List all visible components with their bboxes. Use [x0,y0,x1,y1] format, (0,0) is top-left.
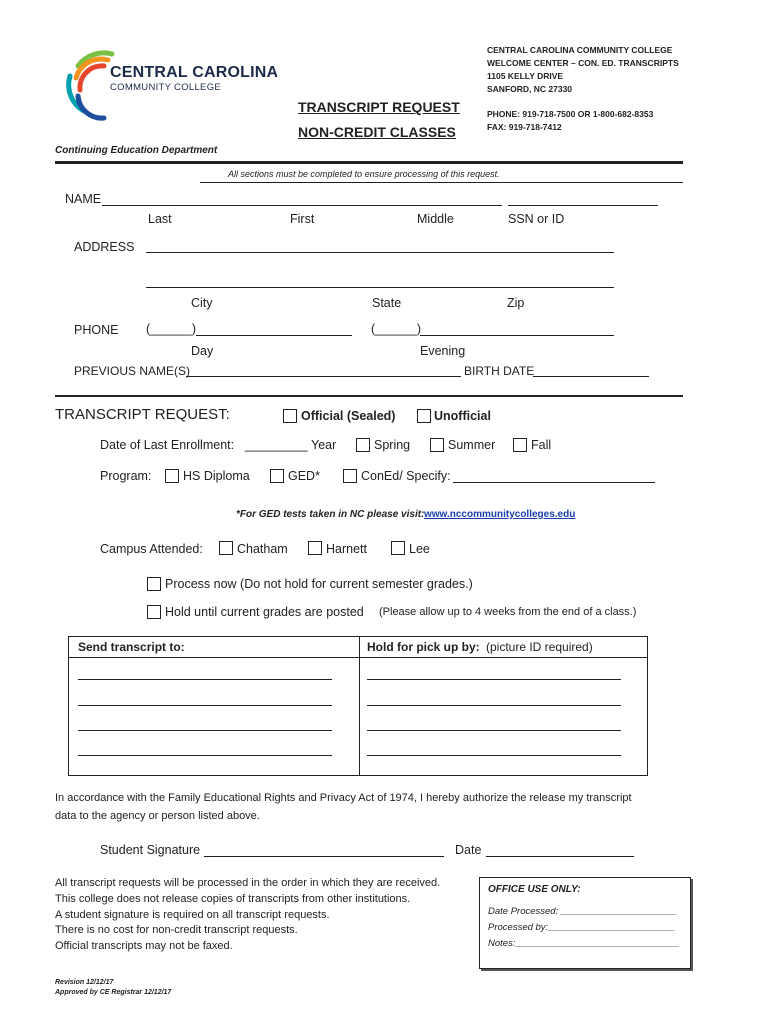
process-now-checkbox[interactable] [147,577,161,591]
phone-day-paren: (______) [146,322,197,336]
name-label: NAME [65,192,102,206]
address-sub-state: State [372,296,402,310]
summer-checkbox[interactable] [430,438,444,452]
pickup-label: Hold for pick up by: [367,640,480,654]
address-sub-city: City [191,296,213,310]
phone-evening-field[interactable] [420,335,614,336]
office-processed-by: Processed by:________________________ [488,922,675,933]
college-logo [64,46,279,126]
note-line: All transcript requests will be processed in the order in which they are received. [55,877,441,889]
pickup-line3[interactable] [367,730,621,731]
address-line1: CENTRAL CAROLINA COMMUNITY COLLEGE [487,45,673,55]
address-fax: FAX: 919-718-7412 [487,122,562,132]
note-line: Official transcripts may not be faxed. [55,940,233,952]
birth-date-field[interactable] [533,376,649,377]
request-heading: TRANSCRIPT REQUEST: [55,406,230,423]
hs-diploma-checkbox[interactable] [165,469,179,483]
note-line: There is no cost for non-credit transcript requests. [55,924,298,936]
address-phone: PHONE: 919-718-7500 OR 1-800-682-8353 [487,109,654,119]
logo-name-line2: COMMUNITY COLLEGE [110,82,222,93]
name-sub-middle: Middle [417,212,454,226]
summer-label: Summer [448,438,496,452]
official-label: Official (Sealed) [301,409,396,423]
note-line: A student signature is required on all transcript requests. [55,909,330,921]
coned-label: ConEd/ Specify: [361,469,451,483]
coned-specify-field[interactable] [453,482,655,483]
send-address-line1[interactable] [78,679,332,680]
send-address-line4[interactable] [78,755,332,756]
coned-checkbox[interactable] [343,469,357,483]
hold-label: Hold until current grades are posted [165,605,364,619]
ssn-field[interactable] [508,205,658,206]
name-sub-ssn: SSN or ID [508,212,565,226]
chatham-checkbox[interactable] [219,541,233,555]
office-date-processed: Date Processed: ______________________ [488,906,678,917]
department-label: Continuing Education Department [55,145,218,156]
address-label: ADDRESS [74,240,135,254]
previous-names-label: PREVIOUS NAME(S) [74,364,191,378]
harnett-label: Harnett [326,542,367,556]
ferpa-line2: data to the agency or person listed above. [55,810,260,822]
ged-checkbox[interactable] [270,469,284,483]
signature-date-field[interactable] [486,856,634,857]
address-sub-zip: Zip [507,296,525,310]
send-address-line2[interactable] [78,705,332,706]
phone-sub-evening: Evening [420,344,466,358]
unofficial-label: Unofficial [434,409,491,423]
birth-date-label: BIRTH DATE [464,364,535,378]
office-use-title: OFFICE USE ONLY: [488,884,581,895]
instruction-divider [200,182,683,183]
section-divider [55,395,683,397]
signature-label: Student Signature [100,843,201,857]
approved-text: Approved by CE Registrar 12/12/17 [55,989,172,996]
phone-label: PHONE [74,323,119,337]
page-title-line2: NON-CREDIT CLASSES [298,124,456,140]
phone-day-field[interactable] [196,335,352,336]
signature-field[interactable] [204,856,444,857]
phone-sub-day: Day [191,344,214,358]
name-sub-first: First [290,212,315,226]
hold-checkbox[interactable] [147,605,161,619]
hold-note: (Please allow up to 4 weeks from the end of a class.) [379,606,637,618]
program-label: Program: [100,469,152,483]
lee-checkbox[interactable] [391,541,405,555]
send-address-line3[interactable] [78,730,332,731]
instruction-text: All sections must be completed to ensure processing of this request. [228,169,500,179]
pickup-line1[interactable] [367,679,621,680]
spring-checkbox[interactable] [356,438,370,452]
address-line4: SANFORD, NC 27330 [487,84,573,94]
address-line2: WELCOME CENTER – CON. ED. TRANSCRIPTS [487,58,679,68]
name-sub-last: Last [148,212,172,226]
revision-text: Revision 12/12/17 [55,979,114,986]
header-divider [55,161,683,164]
ged-link[interactable]: www.nccommunitycolleges.edu [424,509,576,520]
ferpa-line1: In accordance with the Family Educational Rights and Privacy Act of 1974, I hereby authorize the release my transcript [55,792,632,804]
campus-label: Campus Attended: [100,542,203,556]
phone-evening-paren: (______) [371,322,422,336]
year-label: Year [311,438,337,452]
ged-label: GED* [288,469,320,483]
send-transcript-label: Send transcript to: [78,640,185,654]
logo-name-line1: CENTRAL CAROLINA [110,64,279,81]
note-line: This college does not release copies of transcripts from other institutions. [55,893,411,905]
last-enrollment-label: Date of Last Enrollment: [100,438,235,452]
lee-label: Lee [409,542,430,556]
address-field-line1[interactable] [146,252,614,253]
signature-date-label: Date [455,843,482,857]
official-checkbox[interactable] [283,409,297,423]
last-enrollment-year-field[interactable]: _________ [245,438,308,452]
ged-note: *For GED tests taken in NC please visit: [236,509,425,520]
office-notes: Notes:_______________________________ [488,938,680,949]
fall-checkbox[interactable] [513,438,527,452]
pickup-note: (picture ID required) [486,640,593,654]
harnett-checkbox[interactable] [308,541,322,555]
fall-label: Fall [531,438,552,452]
process-now-label: Process now (Do not hold for current semester grades.) [165,577,473,591]
previous-names-field[interactable] [186,376,461,377]
address-field-line2[interactable] [146,287,614,288]
hs-diploma-label: HS Diploma [183,469,250,483]
address-line3: 1105 KELLY DRIVE [487,71,564,81]
pickup-line2[interactable] [367,705,621,706]
pickup-line4[interactable] [367,755,621,756]
name-field[interactable] [102,205,502,206]
unofficial-checkbox[interactable] [417,409,431,423]
spring-label: Spring [374,438,411,452]
page-title-line1: TRANSCRIPT REQUEST [298,99,460,115]
chatham-label: Chatham [237,542,288,556]
